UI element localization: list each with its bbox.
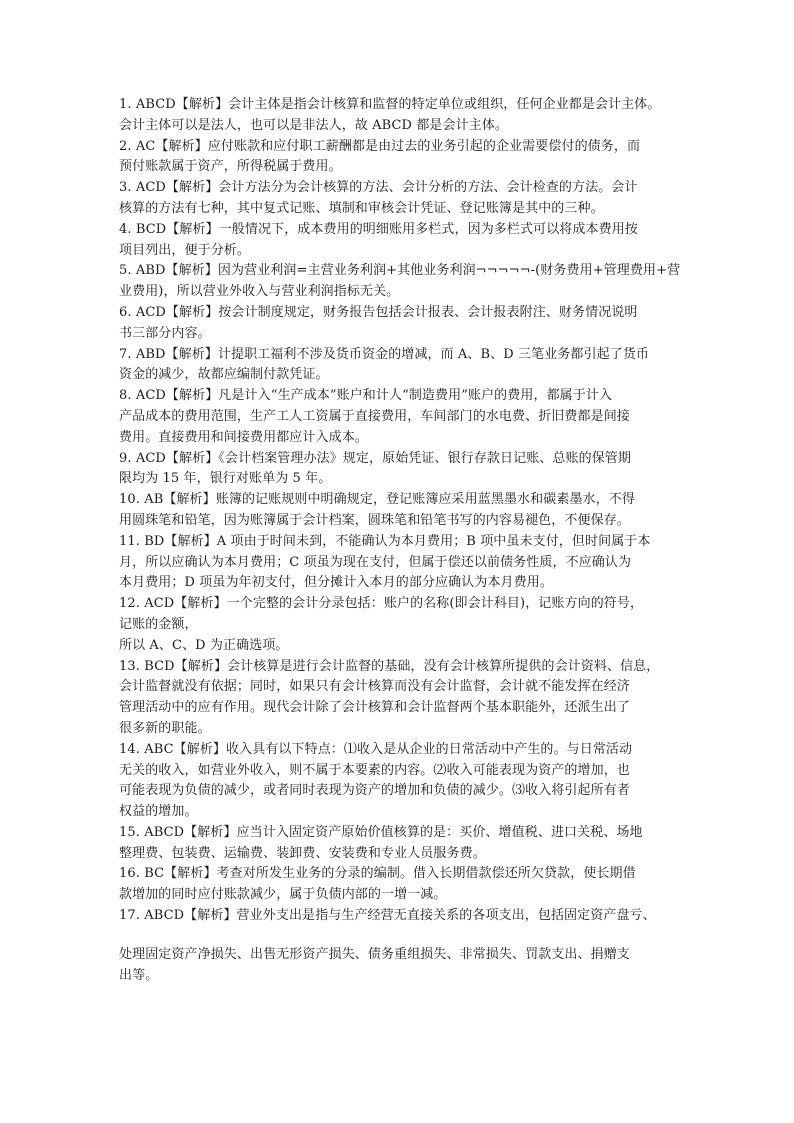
answer-item-5 [119, 261, 699, 303]
answer-line: 5. ABD【解析】因为营业利润=主营业务利润+其他业务利润¬¬¬¬¬-(财务费用+管理费用+营 [119, 263, 681, 279]
answer-line: 出等。 [119, 967, 159, 983]
answer-line: 14. ABC【解析】收入具有以下特点：⑴收入是从企业的日常活动中产生的。与日常活动 [119, 741, 633, 757]
answer-line: 整理费、包装费、运输费、装卸费、安装费和专业人员服务费。 [119, 845, 486, 861]
answer-item-15 [119, 823, 699, 865]
answer-item-13 [119, 657, 699, 740]
answer-line: 项目列出，便于分析。 [119, 242, 251, 258]
answer-item-14 [119, 740, 699, 823]
answer-line: 很多新的职能。 [119, 720, 211, 736]
answer-item-7 [119, 345, 699, 387]
answer-line: 核算的方法有七种，其中复式记账、填制和审核会计凭证、登记账簿是其中的三种。 [119, 200, 604, 216]
answer-line: 可能表现为负债的减少，或者同时表现为资产的增加和负债的减少。⑶收入将引起所有者 [119, 783, 630, 799]
answer-line: 无关的收入，如营业外收入，则不属于本要素的内容。⑵收入可能表现为资产的增加，也 [119, 762, 630, 778]
answer-line: 15. ABCD【解析】应当计入固定资产原始价值核算的是：买价、增值税、进口关税、场地 [119, 824, 643, 840]
answer-line: 7. ABD【解析】计提职工福利不涉及货币资金的增减，而 A、B、D 三笔业务都引起了货币 [119, 346, 650, 362]
answer-line: 预付账款属于资产，所得税属于费用。 [119, 159, 342, 175]
answer-line: 16. BC【解析】考查对所发生业务的分录的编制。借入长期借款偿还所欠贷款，使长期借 [119, 866, 636, 882]
answer-line: 4. BCD【解析】一般情况下，成本费用的明细账用多栏式，因为多栏式可以将成本费用按 [119, 221, 638, 237]
answer-item-9 [119, 449, 699, 491]
answer-line: 9. ACD【解析】《会计档案管理办法》规定，原始凭证、银行存款日记账、总账的保管期 [119, 450, 631, 466]
answer-item-11 [119, 532, 699, 594]
answer-item-1 [119, 95, 699, 137]
answer-item-3 [119, 178, 699, 220]
answer-line: 记账的金额， [119, 616, 198, 632]
answer-line: 会计主体可以是法人，也可以是非法人，故 ABCD 都是会计主体。 [119, 117, 509, 133]
answer-line: 处理固定资产净损失、出售无形资产损失、债务重组损失、非常损失、罚款支出、捐赠支 [119, 946, 630, 962]
paragraph-gap [119, 927, 699, 945]
answer-line: 会计监督就没有依据；同时，如果只有会计核算而没有会计监督，会计就不能发挥在经济 [119, 679, 630, 695]
answer-line: 资金的减少，故都应编制付款凭证。 [119, 367, 329, 383]
answer-list [119, 95, 699, 986]
answer-line: 产品成本的费用范围，生产工人工资属于直接费用，车间部门的水电费、折旧费都是间接 [119, 408, 630, 424]
answer-line: 17. ABCD【解析】营业外支出是指与生产经营无直接关系的各项支出，包括固定资产盘亏、 [119, 908, 656, 924]
answer-line: 12. ACD【解析】一个完整的会计分录包括：账户的名称(即会计科目)，记账方向的符号， [119, 596, 644, 612]
answer-line: 管理活动中的应有作用。现代会计除了会计核算和会计监督两个基本职能外，还派生出了 [119, 700, 630, 716]
answer-line: 所以 A、C、D 为正确选项。 [119, 637, 289, 653]
answer-line: 业费用)，所以营业外收入与营业利润指标无关。 [119, 284, 400, 300]
answer-item-16 [119, 864, 699, 906]
answer-line: 2. AC【解析】应付账款和应付职工薪酬都是由过去的业务引起的企业需要偿付的债务，而 [119, 138, 641, 154]
answer-item-10 [119, 490, 699, 532]
answer-line: 权益的增加。 [119, 804, 198, 820]
answer-item-6 [119, 303, 699, 345]
answer-line: 6. ACD【解析】按会计制度规定，财务报告包括会计报表、会计报表附注、财务情况说明 [119, 304, 638, 320]
answer-line: 3. ACD【解析】会计方法分为会计核算的方法、会计分析的方法、会计检查的方法。会计 [119, 180, 638, 196]
answer-line: 书三部分内容。 [119, 325, 211, 341]
answer-item-12 [119, 594, 699, 656]
answer-line: 13. BCD【解析】会计核算是进行会计监督的基础，没有会计核算所提供的会计资料、信息， [119, 658, 660, 674]
answer-item-4 [119, 220, 699, 262]
answer-line: 费用。直接费用和间接费用都应计入成本。 [119, 429, 368, 445]
answer-line: 1. ABCD【解析】会计主体是指会计核算和监督的特定单位或组织，任何企业都是会计主体。 [119, 97, 661, 112]
answer-line: 用圆珠笔和铅笔，因为账簿属于会计档案，圆珠笔和铅笔书写的内容易褪色，不便保存。 [119, 512, 630, 528]
answer-item-2 [119, 137, 699, 179]
answer-line: 限均为 15 年，银行对账单为 5 年。 [119, 471, 332, 487]
answer-line: 月，所以应确认为本月费用；C 项虽为现在支付，但属于偿还以前债务性质，不应确认为 [119, 554, 632, 570]
answer-line: 8. ACD【解析】凡是计入“生产成本”账户和计人“制造费用”账户的费用，都属于计入 [119, 388, 613, 404]
answer-line: 10. AB【解析】账簿的记账规则中明确规定，登记账簿应采用蓝黑墨水和碳素墨水，不得 [119, 492, 635, 508]
answer-line: 本月费用；D 项虽为年初支付，但分摊计入本月的部分应确认为本月费用。 [119, 575, 553, 591]
answer-item-17 [119, 906, 699, 986]
answer-line: 11. BD【解析】A 项由于时间未到，不能确认为本月费用；B 项中虽未支付，但时间属于本 [119, 533, 651, 549]
answer-line: 款增加的同时应付账款减少，属于负债内部的一增一减。 [119, 887, 447, 903]
answer-item-8 [119, 386, 699, 448]
